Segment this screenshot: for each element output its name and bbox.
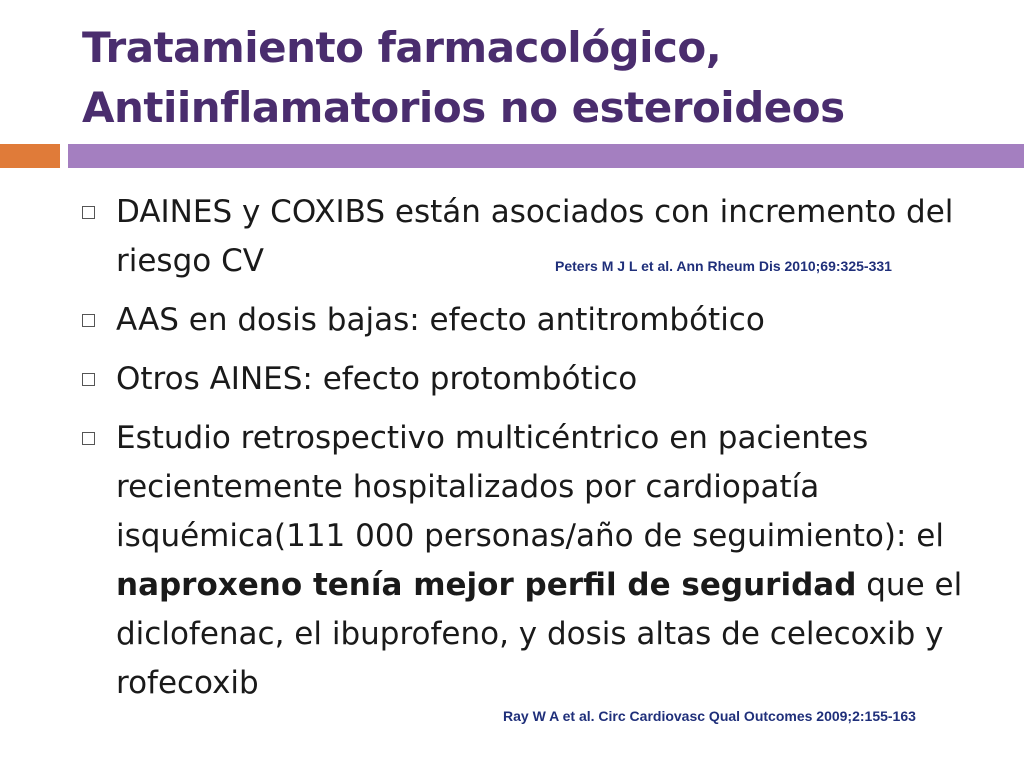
slide-title: [82, 18, 1002, 138]
title-accent-bar-orange: [0, 144, 60, 168]
title-accent-bar-purple: [68, 144, 1024, 168]
hollow-square-bullet-icon: [82, 206, 95, 219]
bullet-text-4-end: que el diclofenac, el ibuprofeno, y dosis altas de celecoxib y rofecoxib: [116, 567, 963, 701]
hollow-square-bullet-icon: [82, 373, 95, 386]
bullet-text-4-start: Estudio retrospectivo multicéntrico en pacientes recientemente hospitalizados por cardiopatía isquémica(111 000 personas/año de seguimiento): el: [116, 420, 944, 554]
bullet-item-3: [80, 355, 980, 404]
reference-citation-1: Peters M J L et al. Ann Rheum Dis 2010;69:325-331: [555, 258, 892, 274]
bullet-text-1: DAINES y COXIBS están asociados con incremento del riesgo CV: [116, 194, 954, 279]
slide-title-line-1: Tratamiento farmacológico,: [82, 23, 722, 72]
bullet-text-3: Otros AINES: efecto protombótico: [116, 361, 638, 397]
bullet-text-4-emphasis: naproxeno tenía mejor perfil de seguridad: [116, 567, 857, 603]
slide-title-line-2: Antiinflamatorios no esteroideos: [82, 83, 845, 132]
hollow-square-bullet-icon: [82, 314, 95, 327]
bullet-item-4: [80, 414, 980, 708]
bullet-item-2: [80, 296, 980, 345]
bullet-text-2: AAS en dosis bajas: efecto antitrombótico: [116, 302, 765, 338]
reference-citation-2: Ray W A et al. Circ Cardiovasc Qual Outcomes 2009;2:155-163: [503, 708, 916, 724]
hollow-square-bullet-icon: [82, 432, 95, 445]
